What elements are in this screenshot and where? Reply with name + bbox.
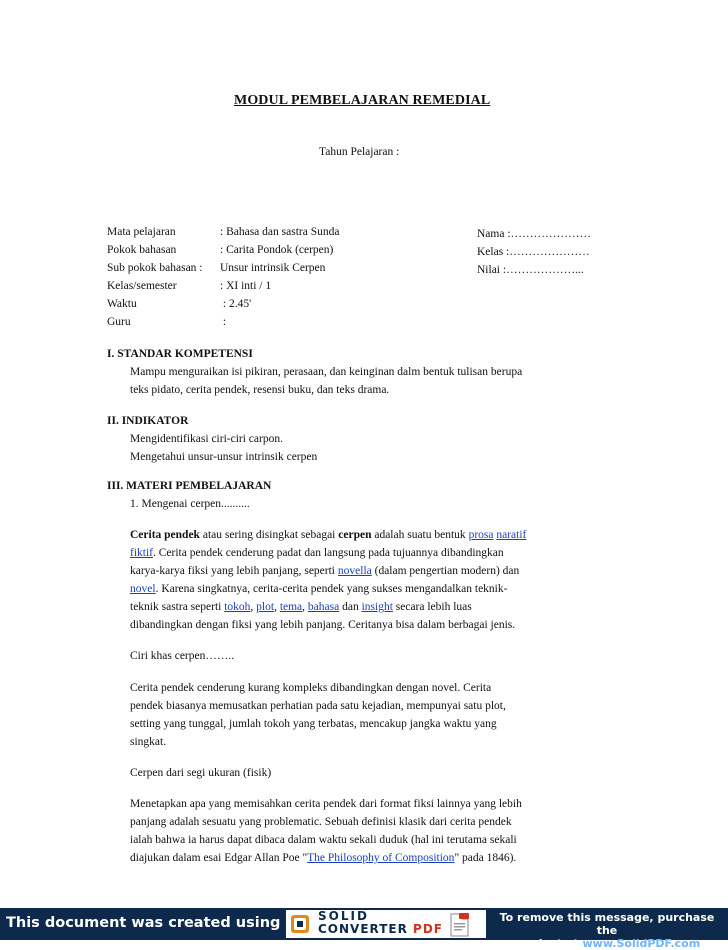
section-heading-materi: III. MATERI PEMBELAJARAN [107, 480, 272, 492]
term-cerita-pendek: Cerita pendek [130, 529, 200, 541]
section-heading-indikator: II. INDIKATOR [107, 415, 189, 427]
text-span: teknik sastra seperti [130, 601, 225, 613]
paragraph-line [130, 526, 526, 544]
link-tokoh[interactable]: tokoh [224, 601, 251, 613]
link-insight[interactable]: insight [361, 601, 393, 613]
text-span: atau sering disingkat sebagai [199, 529, 339, 541]
footer-purchase-line2 [490, 937, 724, 950]
solid-logo-icon [290, 914, 310, 934]
text-span: . Karena singkatnya, cerita-cerita pendek yang sukses mengandalkan teknik- [155, 583, 508, 595]
link-naratif[interactable]: naratif [496, 529, 527, 541]
text-span: . Cerita pendek cenderung padat dan langsung pada tujuannya dibandingkan [153, 547, 504, 559]
term-cerpen: cerpen [338, 529, 372, 541]
paragraph-line: pendek biasanya memusatkan perhatian pada satu kejadian, mempunyai satu plot, [130, 700, 506, 712]
student-nama: Nama :………………… [477, 228, 592, 240]
meta-row [107, 277, 271, 295]
text-span: secara lebih luas [392, 601, 472, 613]
meta-label: Pokok bahasan [107, 244, 177, 256]
text-span: diajukan dalam esai Edgar Allan Poe " [130, 852, 308, 864]
text-span: , [250, 601, 257, 613]
logo-line-solid: SOLID [318, 909, 369, 923]
footer-product-text: product at [513, 937, 583, 950]
paragraph-line [130, 598, 472, 616]
meta-label: Sub pokok bahasan : [107, 262, 203, 274]
solidpdf-link[interactable]: www.SolidPDF.com [582, 937, 701, 950]
text-span: " pada 1846). [454, 852, 517, 864]
link-prosa[interactable]: prosa [468, 529, 494, 541]
meta-row [107, 241, 333, 259]
text-span: karya-karya fiksi yang lebih panjang, seperti [130, 565, 338, 577]
paragraph-line: Cerita pendek cenderung kurang kompleks dibandingkan dengan novel. Cerita [130, 682, 492, 694]
link-novella[interactable]: novella [337, 565, 372, 577]
meta-label: Kelas/semester [107, 280, 177, 292]
student-nilai: Nilai :………………... [477, 264, 584, 276]
meta-value: : XI inti / 1 [220, 280, 272, 292]
link-fiktif[interactable]: fiktif [130, 547, 153, 559]
text-span: , [302, 601, 308, 613]
footer-banner [0, 908, 728, 950]
text-span: dan [339, 601, 362, 613]
meta-value: Unsur intrinsik Cerpen [220, 262, 326, 274]
subsection-heading: 1. Mengenai cerpen.......... [130, 498, 250, 510]
text-span: , [274, 601, 280, 613]
subheading-ukuran: Cerpen dari segi ukuran (fisik) [130, 767, 272, 779]
meta-label: Guru [107, 316, 131, 328]
link-plot[interactable]: plot [256, 601, 275, 613]
text-span: (dalam pengertian modern) dan [371, 565, 520, 577]
meta-row [107, 259, 325, 277]
meta-row [107, 313, 226, 331]
footer-purchase-line1: To remove this message, purchase the [499, 911, 715, 937]
link-tema[interactable]: tema [279, 601, 303, 613]
meta-value: : [220, 316, 227, 328]
meta-label: Waktu [107, 298, 137, 310]
paragraph-line: panjang adalah sesuatu yang problematic. Sebuah definisi klasik dari cerita pendek [130, 816, 512, 828]
student-kelas: Kelas :………………… [477, 246, 590, 258]
paragraph-line [130, 562, 519, 580]
meta-value: : 2.45' [220, 298, 252, 310]
paragraph-line [130, 580, 507, 598]
pdf-document-icon [446, 912, 472, 938]
link-bahasa[interactable]: bahasa [307, 601, 340, 613]
paragraph-line: Mengetahui unsur-unsur intrinsik cerpen [130, 451, 318, 463]
meta-row [107, 295, 251, 313]
paragraph-line: dibandingkan dengan fiksi yang lebih panjang. Ceritanya bisa dalam berbagai jenis. [130, 619, 516, 631]
paragraph-line: Menetapkan apa yang memisahkan cerita pendek dari format fiksi lainnya yang lebih [130, 798, 522, 810]
paragraph-line: Mengidentifikasi ciri-ciri carpon. [130, 433, 283, 445]
document-title: MODUL PEMBELAJARAN REMEDIAL [234, 93, 491, 108]
footer-created-text: This document was created using [6, 915, 281, 931]
link-philosophy-of-composition[interactable]: The Philosophy of Composition [307, 852, 455, 864]
footer-purchase-message [490, 911, 724, 950]
paragraph-line: setting yang tunggal, jumlah tokoh yang terbatas, mencakup jangka waktu yang [130, 718, 497, 730]
paragraph-line [130, 544, 504, 562]
meta-row [107, 223, 339, 241]
logo-text [318, 910, 443, 936]
meta-label: Mata pelajaran [107, 226, 176, 238]
paragraph-line: Mampu menguraikan isi pikiran, perasaan, dan keinginan dalm bentuk tulisan berupa [130, 366, 523, 378]
logo-converter-text: CONVERTER [318, 922, 408, 936]
logo-line-converter [318, 923, 443, 936]
meta-value: : Bahasa dan sastra Sunda [220, 226, 340, 238]
meta-value: : Carita Pondok (cerpen) [220, 244, 334, 256]
paragraph-line: teks pidato, cerita pendek, resensi buku, dan teks drama. [130, 384, 390, 396]
link-novel[interactable]: novel [130, 583, 156, 595]
text-span: adalah suatu bentuk [371, 529, 469, 541]
paragraph-line: ialah bahwa ia harus dapat dibaca dalam waktu sekali duduk (hal ini terutama sekali [130, 834, 517, 846]
subheading-ciri-khas: Ciri khas cerpen…….. [130, 650, 235, 662]
paragraph-line [130, 849, 516, 867]
logo-pdf-text: PDF [413, 922, 443, 936]
section-heading-standar-kompetensi: I. STANDAR KOMPETENSI [107, 348, 253, 360]
year-label: Tahun Pelajaran : [319, 146, 400, 158]
paragraph-line: singkat. [130, 736, 167, 748]
